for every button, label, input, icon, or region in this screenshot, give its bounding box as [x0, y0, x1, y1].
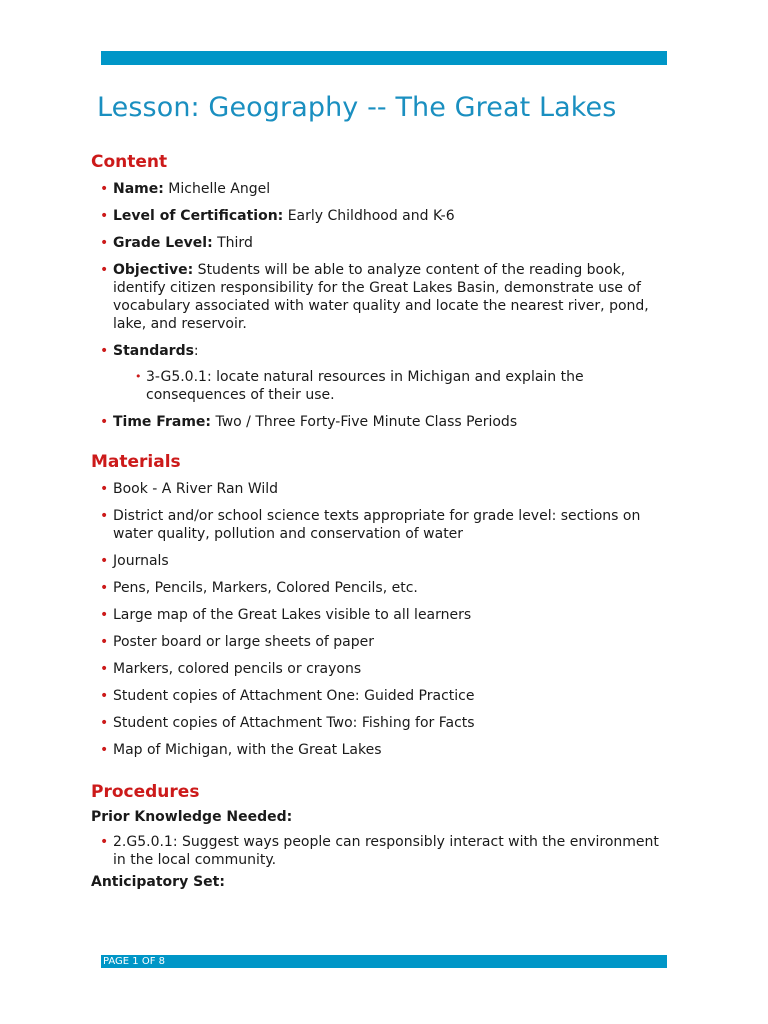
materials-list [91, 480, 671, 759]
materials-item: • Pens, Pencils, Markers, Colored Pencils, etc. [91, 579, 671, 597]
item-label: Name: [113, 181, 164, 197]
content-heading: Content [91, 152, 168, 172]
materials-item: • Journals [91, 552, 671, 570]
prior-knowledge-item: • 2.G5.0.1: Suggest ways people can responsibly interact with the environment in the local community. [91, 833, 671, 869]
footer-bar [101, 955, 667, 968]
content-item-objective [91, 261, 671, 333]
materials-item: • District and/or school science texts appropriate for grade level: sections on water quality, pollution and conservation of water [91, 507, 671, 543]
prior-knowledge-heading: Prior Knowledge Needed: [91, 809, 293, 825]
anticipatory-set-heading: Anticipatory Set: [91, 874, 225, 890]
page-number: PAGE 1 OF 8 [103, 956, 166, 967]
item-value: : [193, 343, 199, 359]
item-label: Level of Certification: [113, 208, 284, 224]
prior-knowledge-list [91, 833, 671, 869]
standards-item: • 3-G5.0.1: locate natural resources in Michigan and explain the consequences of their use. [113, 368, 671, 404]
content-item-standards [91, 342, 671, 404]
item-value: Early Childhood and K-6 [283, 208, 455, 224]
content-item-grade-level [91, 234, 671, 252]
content-list [91, 180, 671, 431]
content-item-time-frame [91, 413, 671, 431]
materials-item: • Large map of the Great Lakes visible to all learners [91, 606, 671, 624]
header-accent-bar [101, 51, 667, 65]
materials-item: • Student copies of Attachment One: Guided Practice [91, 687, 671, 705]
content-item-name [91, 180, 671, 198]
content-item-certification [91, 207, 671, 225]
document-body [91, 150, 671, 892]
materials-item: • Markers, colored pencils or crayons [91, 660, 671, 678]
materials-heading: Materials [91, 452, 181, 472]
item-value: Third [212, 235, 253, 251]
materials-item: • Map of Michigan, with the Great Lakes [91, 741, 671, 759]
materials-item: • Poster board or large sheets of paper [91, 633, 671, 651]
item-value: Michelle Angel [163, 181, 271, 197]
item-label: Standards [113, 343, 194, 359]
materials-item: • Book - A River Ran Wild [91, 480, 671, 498]
item-value: Students will be able to analyze content of the reading book, identify citizen responsibility for the Great Lakes Basin, demonstrate use of vocabulary associated with water quality and locate the nearest river, pond, lake, and reservoir. [113, 262, 649, 332]
standards-list [113, 368, 671, 404]
item-value: Two / Three Forty-Five Minute Class Periods [211, 414, 518, 430]
materials-item: • Student copies of Attachment Two: Fishing for Facts [91, 714, 671, 732]
item-label: Time Frame: [113, 414, 212, 430]
page-title: Lesson: Geography -- The Great Lakes [97, 92, 617, 123]
item-label: Objective: [113, 262, 194, 278]
item-label: Grade Level: [113, 235, 213, 251]
procedures-heading: Procedures [91, 782, 200, 802]
